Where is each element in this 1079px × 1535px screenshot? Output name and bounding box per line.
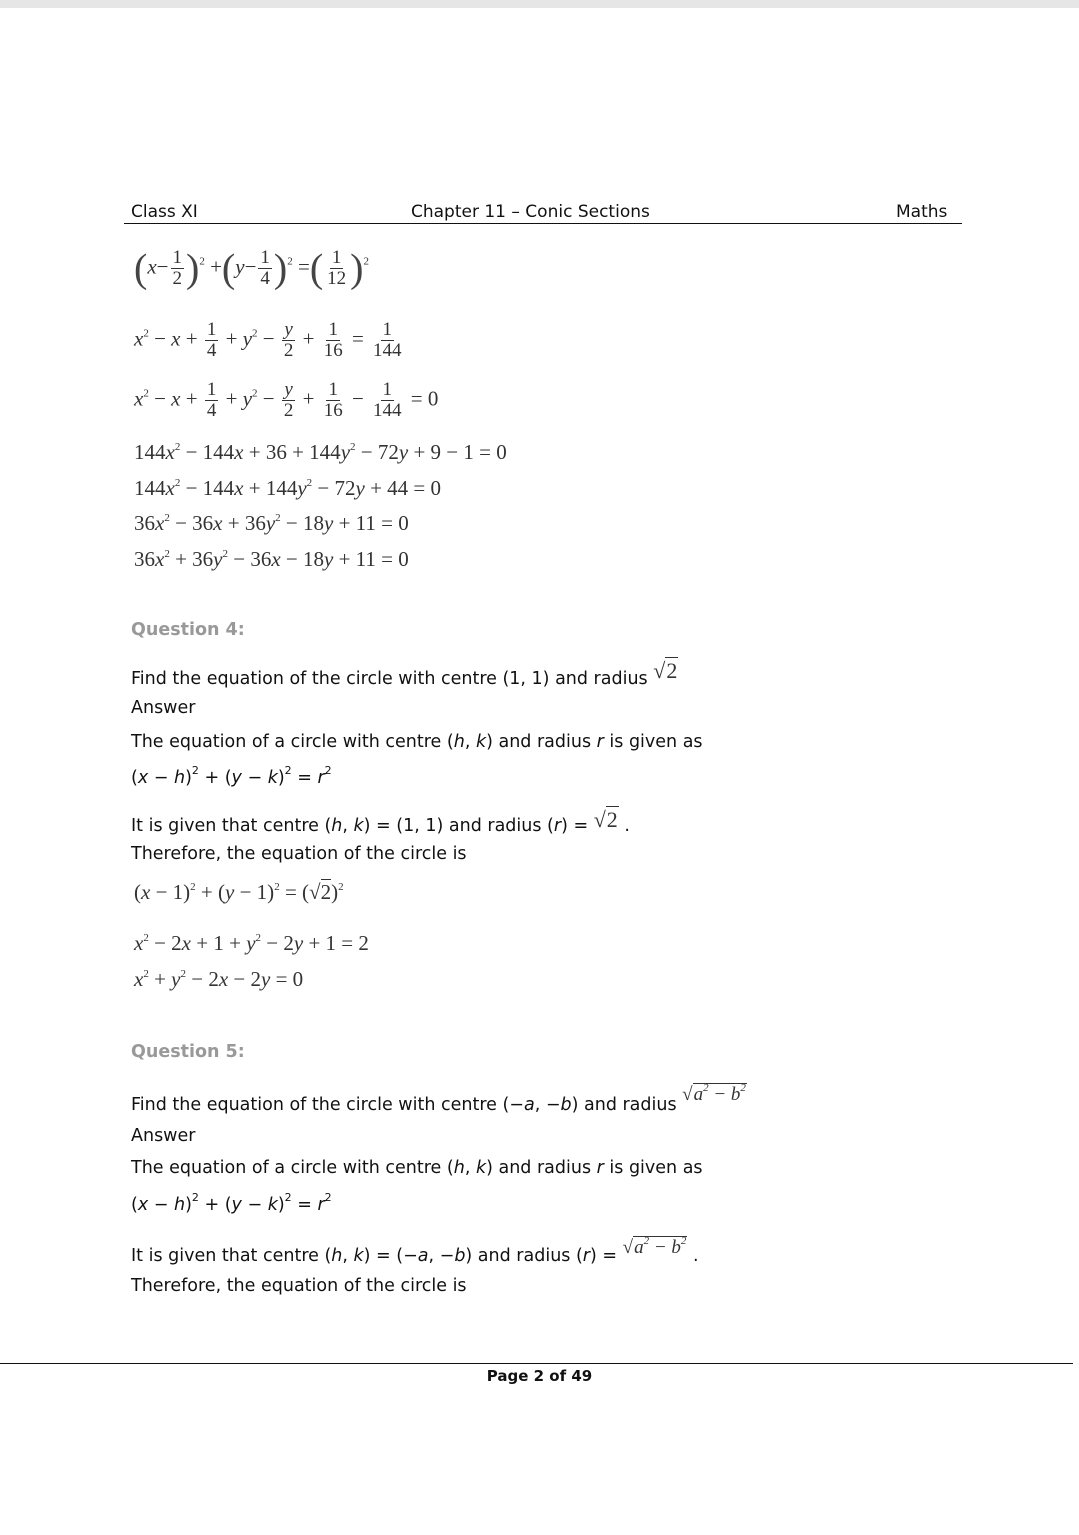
question-5-answer-label: Answer — [131, 1126, 196, 1146]
question-4-given: It is given that centre (h, k) = (1, 1) and radius (r) = √2 . — [131, 807, 630, 836]
q4-step-3: $x^2 + y^2 - 2x - 2y = 0$ — [134, 967, 304, 991]
question-4-answer-label: Answer — [131, 698, 196, 718]
sqrt-2: √2 — [593, 807, 618, 832]
sqrt-a2-minus-b2: $√a^2 - b^2$ — [622, 1235, 687, 1258]
header-subject: Maths — [896, 202, 948, 222]
sqrt-a2-minus-b2: $√a^2 - b^2$ — [682, 1082, 746, 1105]
question-5-general-intro: The equation of a circle with centre (h, k) and radius r is given as — [131, 1158, 703, 1178]
q4-step-1: $(x - 1)^2 + (y - 1)^2 = (√2)^2$ — [134, 880, 344, 904]
q3-step-5: $144x^2 - 144x + 144y^2 - 72y + 44 = 0$ — [134, 476, 442, 500]
question-4-therefore: Therefore, the equation of the circle is — [131, 844, 467, 864]
question-4-prompt-text: Find the equation of the circle with centre (1, 1) and radius — [131, 669, 648, 689]
question-4-general-intro: The equation of a circle with centre (h, k) and radius r is given as — [131, 732, 703, 752]
header-chapter: Chapter 11 – Conic Sections — [411, 202, 650, 222]
header-divider — [124, 223, 962, 224]
q3-step-6: $36x^2 - 36x + 36y^2 - 18y + 11 = 0$ — [134, 511, 409, 535]
q3-step-7: $36x^2 + 36y^2 - 36x - 18y + 11 = 0$ — [134, 547, 409, 571]
question-5-given: It is given that centre (h, k) = (−a, −b) and radius $(r) = √a^2 - b^2$ . — [131, 1235, 699, 1266]
question-5-prompt: Find the equation of the circle with centre (−a, −b) and radius $√a^2 - b^2$ — [131, 1082, 746, 1115]
q3-step-2: $x^2 - x$ + $\frac{1}{4}$ + $y^2$ − $\frac{y}{2}$ + $\frac{1}{16}$ = $\frac{1}{144}$ — [134, 319, 402, 361]
q3-step-1: (x− $\frac{1}{2}$ )$^2$ +(y− $\frac{1}{4}$ )$^2$ =( $\frac{1}{12}$ )$^2$ — [134, 245, 369, 291]
question-5-heading: Question 5: — [131, 1042, 245, 1062]
question-4-heading: Question 4: — [131, 620, 245, 640]
q3-step-4: $144x^2 - 144x + 36 + 144y^2 - 72y + 9 - 1 = 0$ — [134, 440, 507, 464]
question-5-general-eq: $(x - h)^2 + (y - k)^2 = r^2$ — [131, 1191, 332, 1215]
question-5-therefore: Therefore, the equation of the circle is — [131, 1276, 467, 1296]
sqrt-2: √2 — [653, 658, 678, 683]
page-number: Page 2 of 49 — [486, 1367, 593, 1385]
viewer-top-strip — [0, 0, 1079, 8]
footer-divider — [0, 1363, 1073, 1364]
question-4-general-eq: $(x - h)^2 + (y - k)^2 = r^2$ — [131, 764, 332, 788]
question-4-prompt — [131, 658, 678, 690]
q4-step-2: $x^2 - 2x + 1 + y^2 - 2y + 1 = 2$ — [134, 931, 369, 955]
q3-step-3: $x^2 - x$ + $\frac{1}{4}$ + $y^2$ − $\frac{y}{2}$ + $\frac{1}{16}$ − $\frac{1}{144}$ = 0 — [134, 379, 439, 421]
header-class: Class XI — [131, 202, 198, 222]
